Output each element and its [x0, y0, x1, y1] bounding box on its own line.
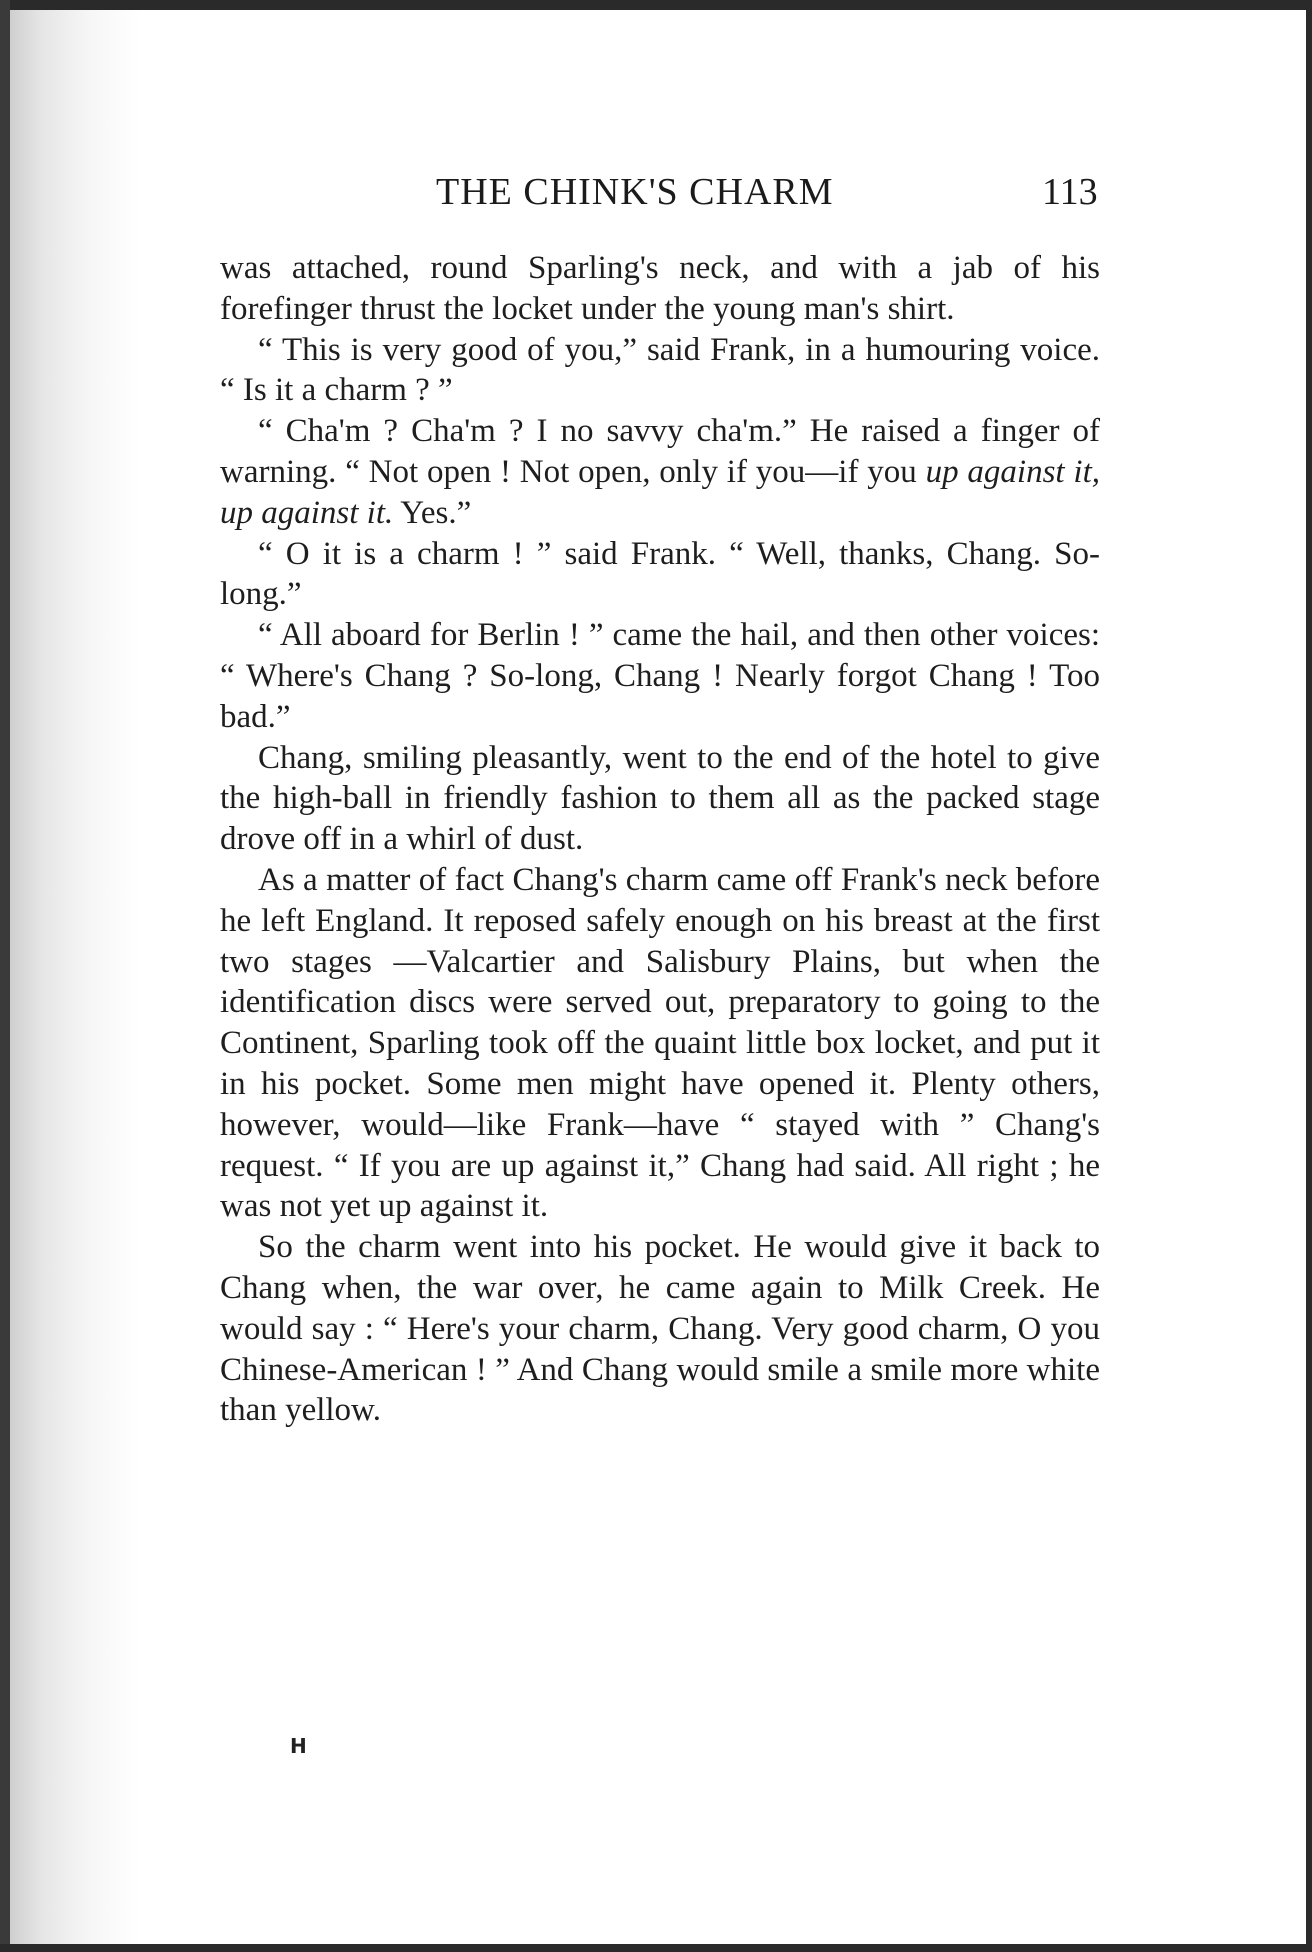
signature-mark: H	[290, 1734, 307, 1758]
paragraph-6	[220, 738, 1100, 860]
running-head-title: THE CHINK'S CHARM	[436, 171, 834, 213]
paragraph-5	[220, 615, 1100, 737]
paragraph-text: “ All aboard for Berlin ! ” came the hail, and then other voices: “ Where's Chang ? So-long, Chang ! Nearly forgot Chang ! Too bad.”	[220, 617, 1100, 735]
paragraph-7	[220, 860, 1100, 1227]
paragraph-text: “ This is very good of you,” said Frank, in a humouring voice. “ Is it a charm ? ”	[220, 331, 1100, 409]
paragraph-4	[220, 534, 1100, 616]
paragraph-3	[220, 411, 1100, 533]
paragraph-text: was attached, round Sparling's neck, and with a jab of his forefinger thrust the locket under the young man's shirt.	[220, 250, 1100, 327]
paragraph-1	[220, 248, 1100, 330]
paragraph-text: “ Cha'm ? Cha'm ? I no savvy cha'm.” He raised a finger of warning. “ Not open ! Not open, only if you—if you	[220, 413, 1100, 490]
paragraph-text: Yes.”	[393, 494, 472, 531]
paragraph-8	[220, 1227, 1100, 1431]
paragraph-text: As a matter of fact Chang's charm came off Frank's neck before he left England. It reposed safely enough on his breast at the first two stages —Valcartier and Salisbury Plains, but when the identification discs were served out, preparatory to going to the Continent, Sparling took off the quaint little box locket, and put it in his pocket. Some men might have opened it. Plenty others, however, would—like Frank—have “ stayed with ” Chang's request. “ If you are up against it,” Chang had said. All right ; he was not yet up against it.	[220, 861, 1100, 1225]
paragraph-2	[220, 330, 1100, 412]
body-text	[220, 248, 1100, 1431]
paragraph-text: So the charm went into his pocket. He would give it back to Chang when, the war over, he came again to Milk Creek. He would say : “ Here's your charm, Chang. Very good charm, O you Chinese-American ! ” And Chang would smile a smile more white than yellow.	[220, 1229, 1100, 1429]
paragraph-text: “ O it is a charm ! ” said Frank. “ Well, thanks, Chang. So-long.”	[220, 535, 1100, 613]
paragraph-text: Chang, smiling pleasantly, went to the end of the hotel to give the high-ball in friendly fashion to them all as the packed stage drove off in a whirl of dust.	[220, 739, 1100, 858]
page-number: 113	[1042, 171, 1098, 213]
italic-emphasis: up against it, up against it.	[220, 453, 1100, 531]
